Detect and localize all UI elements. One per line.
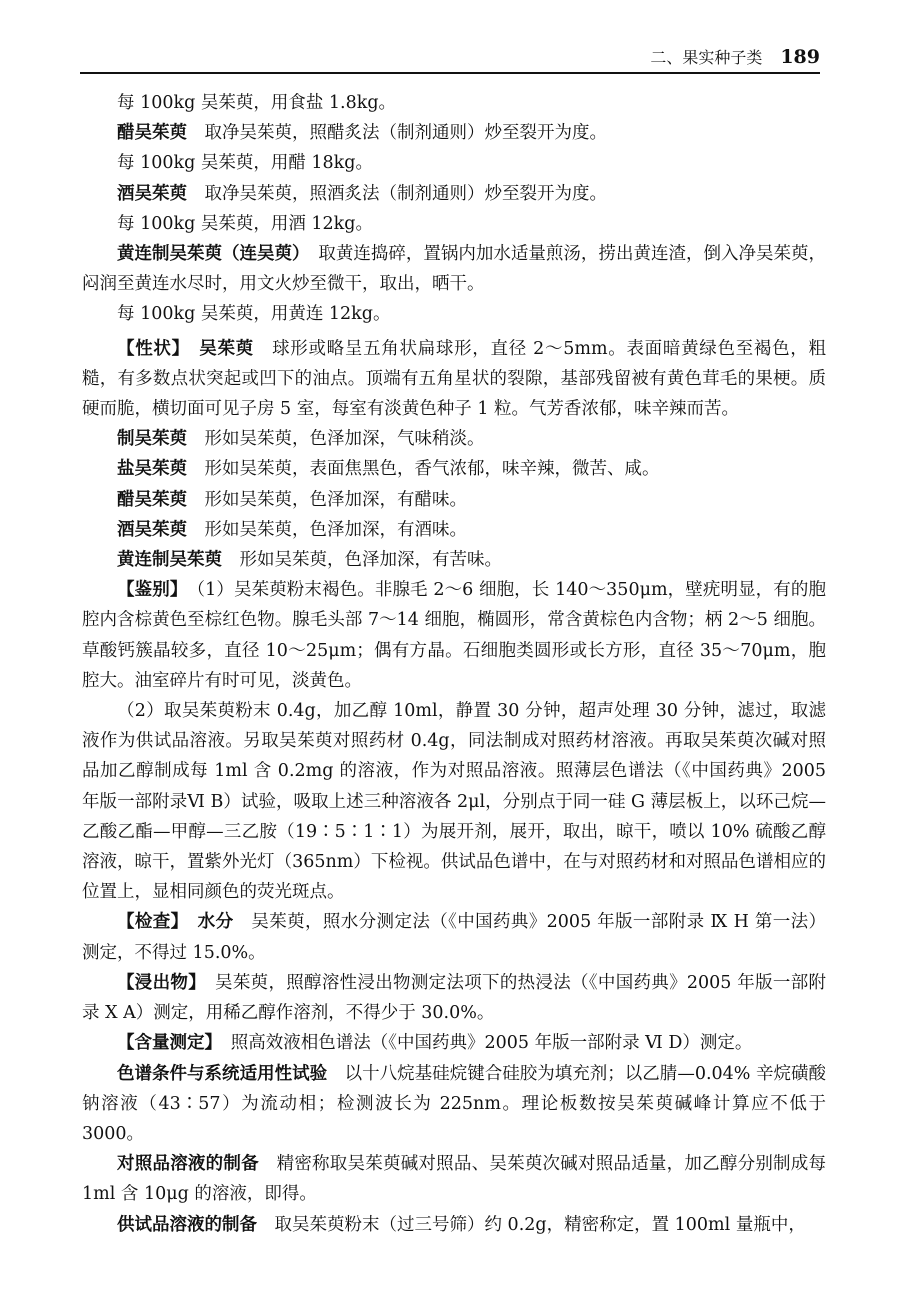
paragraph-text: 形如吴茱萸，色泽加深，有苦味。 [222, 550, 502, 571]
paragraph-salt-ratio [82, 88, 826, 118]
paragraph-heading: 对照品溶液的制备 [117, 1154, 259, 1175]
section-label: 【浸出物】 [117, 972, 198, 993]
page-number: 189 [780, 46, 820, 68]
paragraph-heading: 制吴茱萸 [117, 429, 187, 450]
paragraph-text: 形如吴茱萸，色泽加深，有酒味。 [187, 519, 467, 540]
paragraph-heading: 醋吴茱萸 [117, 123, 187, 144]
paragraph-properties [82, 334, 826, 425]
paragraph-heading: 吴茱萸 [181, 338, 254, 359]
paragraph-heading: 醋吴茱萸 [117, 489, 187, 510]
paragraph-text: 球形或略呈五角状扁球形，直径 2～5mm。表面暗黄绿色至褐色，粗糙，有多数点状突起或凹下的油点。顶端有五角星状的裂隙，基部残留被有黄色茸毛的果梗。质硬而脆，横切面可见子房 5 室，每室有淡黄色种子 1 粒。气芳香浓郁，味辛辣而苦。 [82, 338, 826, 420]
page-header [80, 38, 820, 74]
paragraph-text: 取净吴茱萸，照醋炙法（制剂通则）炒至裂开为度。 [187, 123, 607, 144]
paragraph-assay [82, 1028, 826, 1058]
section-label: 【含量测定】 [117, 1033, 214, 1054]
paragraph-heading: 色谱条件与系统适用性试验 [117, 1063, 328, 1084]
paragraph-text: 形如吴茱萸，表面焦黑色，香气浓郁，味辛辣，微苦、咸。 [187, 459, 660, 480]
paragraph-text: 每 100kg 吴茱萸，用酒 12kg。 [117, 213, 373, 234]
paragraph-heading: 黄连制吴茱萸 [117, 550, 222, 571]
paragraph-coptis-ratio [82, 299, 826, 329]
paragraph-prop-salt [82, 454, 826, 484]
paragraph-text: 精密称取吴茱萸碱对照品、吴茱萸次碱对照品适量，加乙醇分别制成每 1ml 含 10μg 的溶液，即得。 [82, 1154, 827, 1205]
paragraph-identification-2 [82, 696, 826, 907]
paragraph-text: 取吴茱萸粉末（过三号筛）约 0.2g，精密称定，置 100ml 量瓶中， [257, 1214, 806, 1235]
paragraph-vinegar-ratio [82, 148, 826, 178]
paragraph-identification-1 [82, 575, 826, 696]
paragraph-text: 形如吴茱萸，色泽加深，气味稍淡。 [187, 429, 485, 450]
paragraph-prop-wine [82, 515, 826, 545]
paragraph-inspection [82, 907, 826, 967]
body-text [82, 88, 826, 1240]
paragraph-wine-method [82, 179, 826, 209]
paragraph-text: 每 100kg 吴茱萸，用食盐 1.8kg。 [117, 93, 397, 113]
paragraph-heading: 水分 [179, 912, 234, 933]
paragraph-heading: 盐吴茱萸 [117, 459, 187, 480]
paragraph-chromatography [82, 1059, 826, 1150]
paragraph-text: （2）取吴茱萸粉末 0.4g，加乙醇 10ml，静置 30 分钟，超声处理 30 分钟，滤过，取滤液作为供试品溶液。另取吴茱萸对照药材 0.4g，同法制成对照药材溶液。再取吴茱萸次碱对照品加乙醇制成每 1ml 含 0.2mg 的溶液，作为对照品溶液。照薄层色谱法（《中国药典》2005 年版一部附录Ⅵ B）试验，吸取上述三种溶液各 2μl，分别点于同一硅 G 薄层板上，以环己烷—乙酸乙酯—甲醇—三乙胺（19∶5∶1∶1）为展开剂，展开，取出，晾干，喷以 10% 硫酸乙醇溶液，晾干，置紫外光灯（365nm）下检视。供试品色谱中，在与对照药材和对照品色谱相应的位置上，显相同颜色的荧光斑点。 [82, 701, 826, 903]
paragraph-text: 每 100kg 吴茱萸，用醋 18kg。 [117, 153, 373, 174]
section-label: 【性状】 [117, 338, 182, 359]
paragraph-text: （1）吴茱萸粉末褐色。非腺毛 2～6 细胞，长 140～350μm，壁疣明显，有的胞腔内含棕黄色至棕红色物。腺毛头部 7～14 细胞，椭圆形，常含黄棕色内含物；柄 2～5 细胞。草酸钙簇晶较多，直径 10～25μm；偶有方晶。石细胞类圆形或长方形，直径 35～70μm，胞腔大。油室碎片有时可见，淡黄色。 [82, 580, 826, 691]
paragraph-prop-processed [82, 424, 826, 454]
paragraph-heading: 黄连制吴茱萸（连吴萸） [117, 244, 301, 265]
section-title: 二、果实种子类 [650, 48, 763, 67]
section-label: 【鉴别】 [117, 580, 179, 601]
paragraph-prop-coptis [82, 545, 826, 575]
paragraph-text: 吴茱萸，照醇溶性浸出物测定法项下的热浸法（《中国药典》2005 年版一部附录 Ⅹ A）测定，用稀乙醇作溶剂，不得少于 30.0%。 [82, 972, 826, 1024]
paragraph-vinegar-method [82, 118, 826, 148]
paragraph-reference-prep [82, 1149, 826, 1209]
paragraph-wine-ratio [82, 209, 826, 239]
paragraph-extract [82, 968, 826, 1028]
paragraph-heading: 供试品溶液的制备 [117, 1214, 257, 1235]
paragraph-text: 取净吴茱萸，照酒炙法（制剂通则）炒至裂开为度。 [187, 183, 607, 204]
paragraph-coptis-method [82, 239, 826, 299]
paragraph-heading: 酒吴茱萸 [117, 183, 187, 204]
paragraph-sample-prep [82, 1210, 826, 1240]
paragraph-prop-vinegar [82, 485, 826, 515]
paragraph-text: 每 100kg 吴茱萸，用黄连 12kg。 [117, 304, 391, 325]
paragraph-text: 吴茱萸，照水分测定法（《中国药典》2005 年版一部附录 Ⅸ H 第一法）测定，不得过 15.0%。 [82, 912, 827, 963]
paragraph-text: 以十八烷基硅烷键合硅胶为填充剂；以乙腈—0.04% 辛烷磺酸钠溶液（43∶57）为流动相；检测波长为 225nm。理论板数按吴茱萸碱峰计算应不低于 3000。 [82, 1063, 827, 1144]
paragraph-text: 照高效液相色谱法（《中国药典》2005 年版一部附录 Ⅵ D）测定。 [213, 1033, 753, 1054]
paragraph-heading: 酒吴茱萸 [117, 519, 187, 540]
paragraph-text: 形如吴茱萸，色泽加深，有醋味。 [187, 489, 467, 510]
paragraph-text: 取黄连捣碎，置锅内加水适量煎汤，捞出黄连渣，倒入净吴茱萸，闷润至黄连水尽时，用文火炒至微干，取出，晒干。 [82, 244, 827, 295]
section-label: 【检查】 [117, 912, 180, 933]
